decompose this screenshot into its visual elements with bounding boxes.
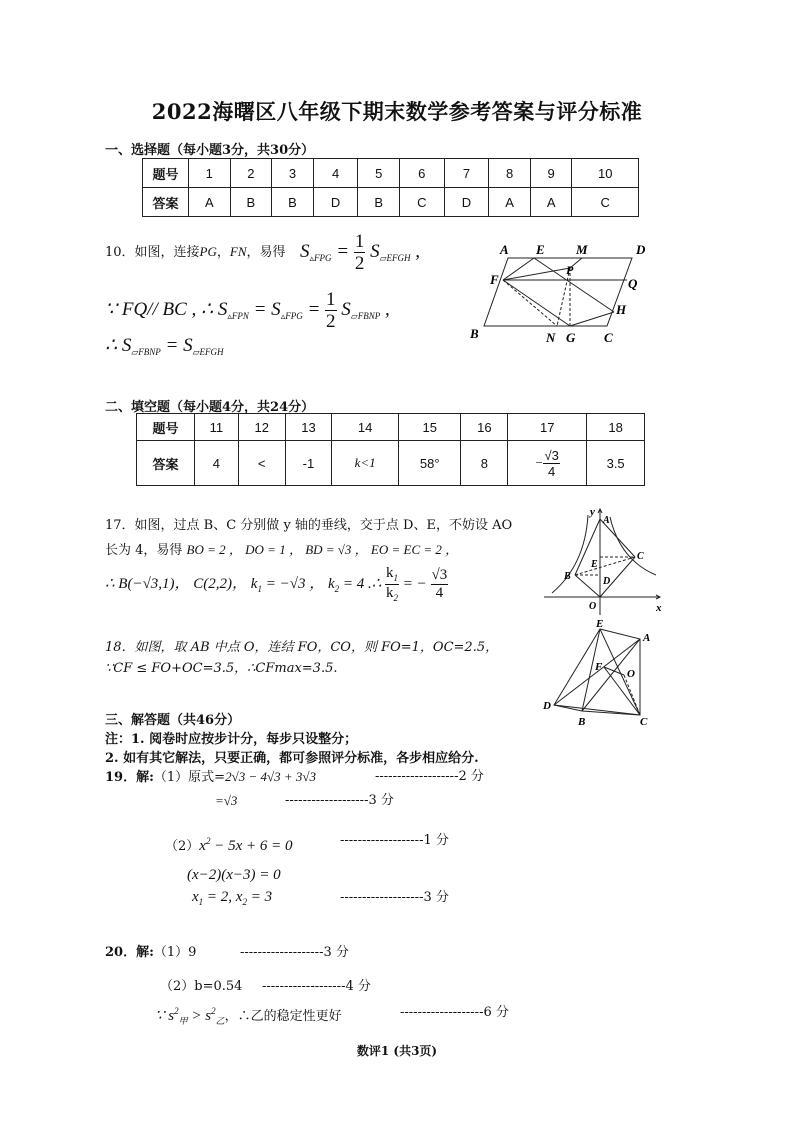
q19-score-2: -------------------3 分 bbox=[285, 793, 394, 808]
fig17-label-x: x bbox=[656, 602, 662, 614]
fig17-label-a: A bbox=[603, 515, 610, 526]
q18-line1: 18．如图，取 AB 中点 O，连结 FO，CO，则 FO=1，OC=2.5， bbox=[105, 640, 499, 655]
fig18-label-f: F bbox=[595, 661, 603, 673]
fig10-label-e: E bbox=[536, 242, 545, 257]
answer-cell: 4 bbox=[195, 441, 239, 486]
fig17-label-e: E bbox=[591, 559, 598, 570]
fig10-label-d: D bbox=[636, 242, 646, 257]
q19-2-equation: $(2)x^2 - 5x + 6 = 0$ bbox=[165, 836, 293, 854]
section3-heading: 三、解答题（共46分） bbox=[105, 713, 241, 728]
page-title: 2022海曙区八年级下期末数学参考答案与评分标准 bbox=[151, 99, 643, 124]
q19-roots: $x_1 = 2$, $x_2 = 3$ bbox=[192, 889, 273, 907]
fig10-label-q: Q bbox=[628, 276, 638, 291]
question-number: 13 bbox=[285, 414, 332, 441]
section2-heading: 二、填空题（每小题4分，共24分） bbox=[105, 400, 315, 415]
section1-heading: 一、选择题（每小题3分，共30分） bbox=[105, 143, 315, 158]
answer-cell: < bbox=[238, 441, 285, 486]
q19-score-3: -------------------1 分 bbox=[340, 833, 449, 848]
q19-result: =√3 bbox=[215, 793, 238, 808]
fig10-label-a: A bbox=[500, 242, 509, 257]
question-number: 18 bbox=[587, 414, 645, 441]
fig18-label-b: B bbox=[578, 716, 586, 727]
question-number: 11 bbox=[195, 414, 239, 441]
answer-cell: -1 bbox=[285, 441, 332, 486]
q17-figure bbox=[540, 505, 670, 617]
fig18-label-e: E bbox=[596, 618, 604, 630]
answer-cell: A bbox=[489, 188, 531, 217]
question-number: 15 bbox=[398, 414, 460, 441]
question-number: 4 bbox=[313, 159, 358, 188]
answer-cell: B bbox=[272, 188, 314, 217]
answer-cell: k<1 bbox=[332, 441, 399, 486]
answer-cell: A bbox=[189, 188, 231, 217]
q20-line2: （2）b=0.54 bbox=[160, 979, 243, 994]
answer-cell: C bbox=[399, 188, 444, 217]
fig10-label-n: N bbox=[546, 330, 556, 345]
question-number: 1 bbox=[189, 159, 231, 188]
choice-answer-table bbox=[142, 158, 639, 217]
fig17-label-d: D bbox=[603, 576, 611, 587]
note-1: 注：1. 阅卷时应按步计分，每步只设整分； bbox=[105, 732, 358, 747]
question-number: 2 bbox=[230, 159, 272, 188]
question-number: 8 bbox=[489, 159, 531, 188]
q10-line1: 10．如图，连接PG，FN，易得 bbox=[105, 244, 286, 260]
answer-cell-17: − $\frac{√3}{4}$ bbox=[508, 441, 587, 486]
q17-line1: 17．如图，过点 B、C 分别做 y 轴的垂线，交于点 D、E，不妨设 AO bbox=[105, 518, 513, 533]
table-row-label: 答案 bbox=[143, 188, 189, 217]
fig10-label-g: G bbox=[566, 330, 576, 345]
question-number: 9 bbox=[530, 159, 572, 188]
fig10-label-m: M bbox=[576, 242, 588, 257]
fig10-label-c: C bbox=[604, 330, 613, 345]
q18-figure bbox=[540, 615, 660, 727]
q19-line1: 19．解:（1）原式=2√3 − 4√3 + 3√3 bbox=[105, 769, 317, 785]
fig10-label-h: H bbox=[616, 302, 627, 317]
table-row-label: 题号 bbox=[137, 414, 195, 441]
fig10-label-p: P bbox=[566, 263, 574, 277]
question-number: 3 bbox=[272, 159, 314, 188]
answer-cell: 58° bbox=[398, 441, 460, 486]
answer-cell: 3.5 bbox=[587, 441, 645, 486]
answer-cell: 8 bbox=[461, 441, 508, 486]
q18-line2: ∵CF ≤ FO+OC=3.5，∴CFmax=3.5. bbox=[105, 661, 338, 676]
q19-score-4: -------------------3 分 bbox=[340, 890, 449, 905]
answer-cell: B bbox=[358, 188, 400, 217]
fill-answer-table bbox=[136, 413, 645, 486]
page-footer: 数评1 (共3页) bbox=[356, 1044, 438, 1058]
question-number: 6 bbox=[399, 159, 444, 188]
answer-cell: C bbox=[572, 188, 639, 217]
q19-score-1: -------------------2 分 bbox=[375, 769, 484, 784]
answer-cell: B bbox=[230, 188, 272, 217]
q20-line1: 20．解:（1）9 bbox=[105, 945, 197, 960]
q10-formula2: ∵ FQ// BC , ∴ $S_{▵FPN} = S_{▵FPG}$ = $\frac{1}{2}$ $S_{▱FBNP}$ , bbox=[105, 289, 390, 332]
question-number: 17 bbox=[508, 414, 587, 441]
question-number: 14 bbox=[332, 414, 399, 441]
fig17-label-o: O bbox=[589, 601, 597, 612]
fig17-label-c: C bbox=[637, 551, 644, 562]
q10-formula3: ∴ $S_{▱FBNP} = S_{▱EFGH}$ bbox=[105, 335, 224, 357]
q20-score-2: -------------------4 分 bbox=[262, 979, 371, 994]
fig17-label-y: y bbox=[590, 506, 595, 518]
table-row-label: 答案 bbox=[137, 441, 195, 486]
question-number: 12 bbox=[238, 414, 285, 441]
fig10-label-f: F bbox=[490, 272, 499, 287]
note-2: 2. 如有其它解法，只要正确，都可参照评分标准，各步相应给分. bbox=[105, 751, 479, 766]
q20-line3: ∵ $s^2_甲 > s^2_乙$，∴乙的稳定性更好 bbox=[155, 1006, 342, 1026]
question-number: 7 bbox=[444, 159, 489, 188]
question-number: 5 bbox=[358, 159, 400, 188]
answer-cell: A bbox=[530, 188, 572, 217]
fig10-label-b: B bbox=[470, 326, 479, 341]
fig18-label-o: O bbox=[627, 668, 635, 680]
q10-figure bbox=[462, 238, 662, 348]
q19-factor: (x−2)(x−3) = 0 bbox=[187, 867, 281, 883]
fig18-label-d: D bbox=[543, 700, 551, 712]
q17-line2: 长为 4，易得 BO = 2 ， DO = 1 ， BD = √3 ， EO = EC = 2 ， bbox=[105, 542, 459, 558]
answer-cell: D bbox=[444, 188, 489, 217]
q17-formula: ∴ B(−√3,1)， C(2,2)， $k_1 = -√3$ ， $k_2 = 4$ .∴ $\frac{k_1}{k_2}$ = − $\frac{√3}{4}$ bbox=[105, 565, 448, 603]
answer-cell: D bbox=[313, 188, 358, 217]
question-number: 10 bbox=[572, 159, 639, 188]
fig18-label-a: A bbox=[643, 632, 651, 644]
table-row-label: 题号 bbox=[143, 159, 189, 188]
q10-formula1: $S_{▵FPG}$ = $\frac{1}{2}$ $S_{▱EFGH}$ , bbox=[300, 231, 421, 274]
fig17-label-b: B bbox=[564, 571, 571, 582]
q20-score-3: -------------------6 分 bbox=[400, 1005, 509, 1020]
q20-score-1: -------------------3 分 bbox=[240, 945, 349, 960]
fig18-label-c: C bbox=[640, 716, 648, 727]
question-number: 16 bbox=[461, 414, 508, 441]
